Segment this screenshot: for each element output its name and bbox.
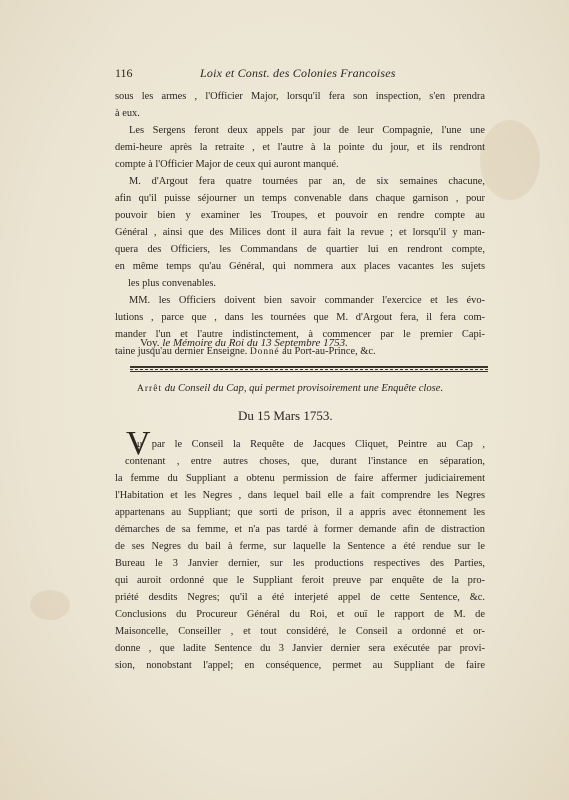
- text-line: compte à l'Officier Major de ceux qui auront manqué.: [115, 159, 339, 170]
- text-line: Conclusions du Procureur Général du Roi, et ouï le rapport de M. de: [115, 609, 485, 620]
- text-line: l'Habitation et les Negres , dans lequel bail elle a fait comprendre les Negres: [115, 490, 485, 501]
- text-line: appartenans au Suppliant; que sorti de prison, il a appris avec étonnement les: [115, 507, 485, 518]
- text-line: lutions , parce que , dans les tournées que M. d'Argout fera, il fera com-: [115, 312, 485, 323]
- drop-cap: V: [126, 425, 151, 462]
- text-line: sion, nonobstant l'appel; en conséquence, permet au Suppliant de faire: [115, 660, 485, 671]
- text-line: u par le Conseil la Requête de Jacques Cliquet, Peintre au Cap ,: [137, 439, 485, 450]
- text-line: pouvoir bien y examiner les Troupes, et pouvoir en rendre compte au: [115, 210, 485, 221]
- text-line: donne , que ladite Sentence du 3 Janvier dernier sera exécutée par provi-: [115, 643, 485, 654]
- text-line: de ses Negres du bail à ferme, sur laquelle la Sentence a été rendue sur le: [115, 541, 485, 552]
- closing-location: au Port-au-Prince, &c.: [279, 346, 376, 357]
- text-line: M. d'Argout fera quatre tournées par an, de six semaines chacune,: [129, 176, 485, 187]
- text-line-content: taine jusqu'au dernier Enseigne.: [115, 346, 248, 357]
- text-line: quera des Officiers, les Commandans de quartier lui en rendront compte,: [115, 244, 485, 255]
- text-line: Les Sergens feront deux appels par jour de leur Compagnie, l'une une: [129, 125, 485, 136]
- text-line: afin qu'il puisse séjourner un temps convenable dans chaque garnison , pour: [115, 193, 485, 204]
- text-line: Bureau le 3 Janvier dernier, sur les productions respectives des Parties,: [115, 558, 485, 569]
- ornamental-rule: [130, 366, 488, 372]
- text-line: contenant , entre autres choses, que, durant l'instance en séparation,: [125, 456, 485, 467]
- page-number: 116: [115, 66, 133, 80]
- text-line: en même temps qu'au Général, qui nommera aux places vacantes les sujets: [115, 261, 485, 272]
- text-line: démarches de sa femme, et n'a pas tardé à former demande afin de distraction: [115, 524, 485, 535]
- text-line: la femme du Suppliant a obtenu permission de faire affermer judiciairement: [115, 473, 485, 484]
- cross-reference: [140, 337, 348, 349]
- main-text-block: [115, 436, 485, 674]
- text-line: demi-heure après la retraite , et l'autre à la pointe du jour, et ils rendront: [115, 142, 485, 153]
- date-heading: Du 15 Mars 1753.: [238, 408, 333, 423]
- text-line: les plus convenables.: [128, 278, 217, 289]
- text-line: sous les armes , l'Officier Major, lorsqu'il fera son inspection, s'en prendra: [115, 91, 485, 102]
- reference-text: le Mémoire du Roi du 13 Septembre 1753.: [159, 337, 348, 349]
- text-line: à eux.: [115, 108, 140, 119]
- text-line: priété desdits Negres; qu'il a été interjeté appel de cette Sentence, &c.: [115, 592, 485, 603]
- reference-prefix: Voy.: [140, 337, 160, 349]
- text-line: mander l'un et l'autre indistinctement, à commencer par le premier Capi-: [115, 329, 485, 340]
- running-title: Loix et Const. des Colonies Francoises: [200, 66, 396, 80]
- paper-stain: [30, 590, 70, 620]
- donne-signature: Donné: [249, 346, 280, 357]
- arret-title-text: du Conseil du Cap, qui permet provisoirement une Enquête close.: [162, 383, 444, 394]
- text-line: qui auroit ordonné que le Suppliant feroit preuve par enquête de la pro-: [115, 575, 485, 586]
- arret-caps: Arrêt: [137, 384, 163, 394]
- text-line: Général , ainsi que des Milices dont il aura fait la revue ; et lorsqu'il y man-: [115, 227, 485, 238]
- top-text-block: [115, 88, 485, 360]
- text-line: MM. les Officiers doivent bien savoir commander l'exercice et les évo-: [129, 295, 485, 306]
- text-line: Maisoncelle, Conseiller , et tout considéré, le Conseil a ordonné et or-: [115, 626, 485, 637]
- section-title: [137, 383, 443, 394]
- paper-stain: [480, 120, 540, 200]
